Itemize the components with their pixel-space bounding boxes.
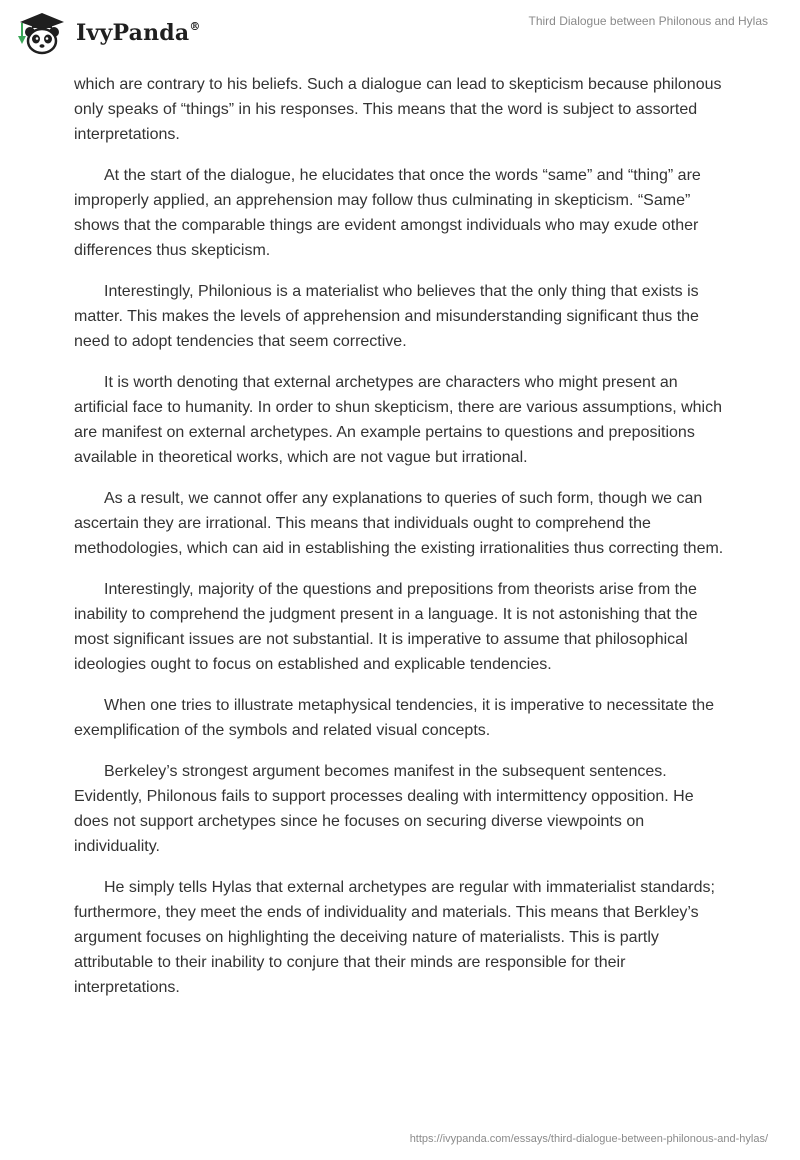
paragraph: At the start of the dialogue, he elucidates that once the words “same” and “thing” are improperly applied, an apprehension may follow thus culminating in skepticism. “Same” shows that the comparable things are evident amongst individuals who may exude other differences thus skepticism. [74, 167, 701, 259]
paragraph: It is worth denoting that external archetypes are characters who might present an artificial face to humanity. In order to shun skepticism, there are various assumptions, which are manifest on external archetypes. An example pertains to questions and prepositions available in theoretical works, which are not vague but irrational. [74, 374, 722, 466]
ivypanda-logo[interactable] [16, 10, 201, 56]
paragraph: He simply tells Hylas that external archetypes are regular with immaterialist standards; furthermore, they meet the ends of individuality and materials. This means that Berkley’s argument focuses on highlighting the deceiving nature of materialists. This is partly attributable to their inability to conjure that their minds are responsible for their interpretations. [74, 879, 715, 996]
paragraph: Berkeley’s strongest argument becomes manifest in the subsequent sentences. Evidently, Philonous fails to support processes dealing with intermittency opposition. He does not support archetypes since he focuses on securing diverse viewpoints on individuality. [74, 763, 694, 855]
brand-name: IvyPanda® [76, 19, 201, 46]
source-url-link[interactable]: https://ivypanda.com/essays/third-dialogue-between-philonous-and-hylas/ [409, 1133, 768, 1145]
page-header [0, 0, 800, 70]
paragraph: which are contrary to his beliefs. Such a dialogue can lead to skepticism because philonous only speaks of “things” in his responses. This means that the word is subject to assorted interpretations. [74, 76, 722, 143]
document-title: Third Dialogue between Philonous and Hylas [528, 14, 768, 28]
essay-body [74, 72, 730, 1016]
paragraph: Interestingly, Philonious is a materialist who believes that the only thing that exists is matter. This makes the levels of apprehension and misunderstanding significant thus the need to adopt tendencies that seem corrective. [74, 283, 699, 350]
paragraph: As a result, we cannot offer any explanations to queries of such form, though we can ascertain they are irrational. This means that individuals ought to comprehend the methodologies, which can aid in establishing the existing irrationalities thus correcting them. [74, 490, 724, 557]
paragraph: Interestingly, majority of the questions and prepositions from theorists arise from the inability to comprehend the judgment present in a language. It is not astonishing that the most significant issues are not substantial. It is imperative to assume that philosophical ideologies ought to focus on established and explicable tendencies. [74, 581, 698, 673]
paragraph: When one tries to illustrate metaphysical tendencies, it is imperative to necessitate the exemplification of the symbols and related visual concepts. [74, 697, 715, 739]
panda-graduation-cap-icon [16, 10, 68, 56]
